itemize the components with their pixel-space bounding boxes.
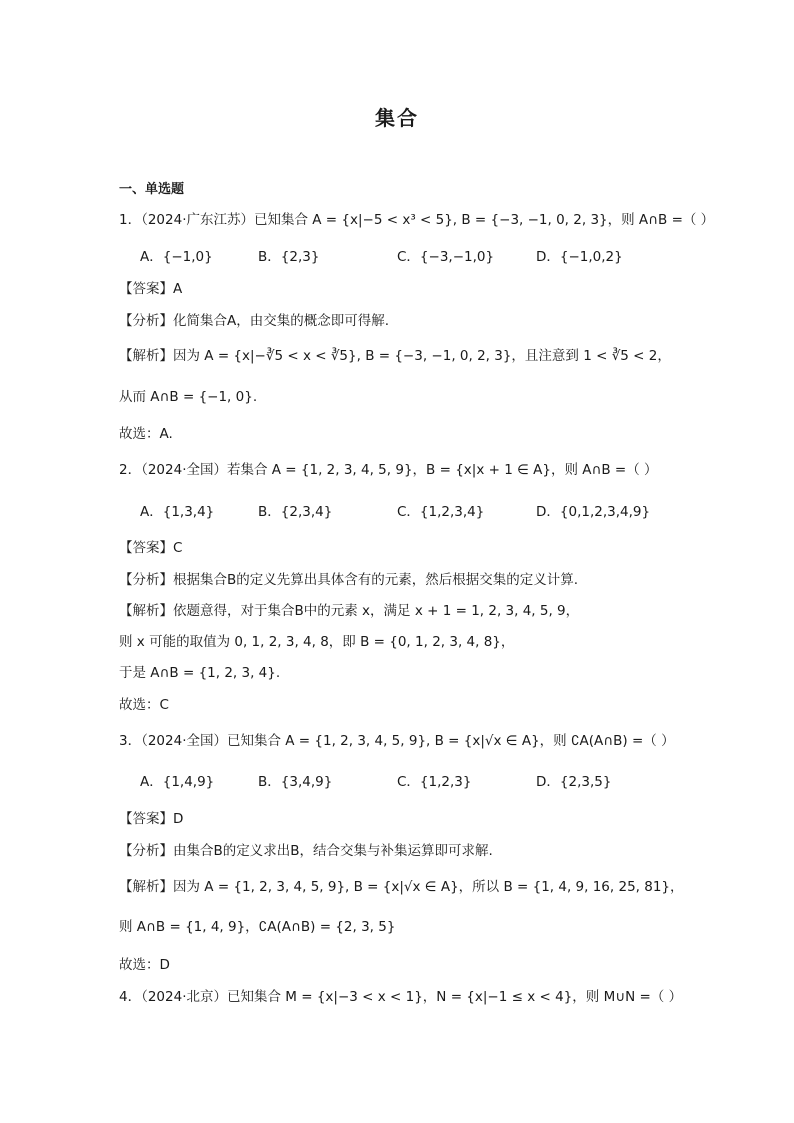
q2-answer: 【答案】C [119,540,183,556]
q1-answer: 【答案】A [119,281,183,297]
q1-option-c: C．{−3,−1,0} [397,249,495,265]
q1-analysis: 【分析】化简集合A，由交集的概念即可得解. [119,313,390,329]
q2-option-b: B．{2,3,4} [258,504,333,520]
q2-option-d: D．{0,1,2,3,4,9} [536,504,651,520]
question-1-stem: 1．（2024·广东江苏）已知集合 A = {x|−5 < x³ < 5}, B = {−3, −1, 0, 2, 3}，则 A∩B =（ ） [119,212,715,228]
q3-option-b: B．{3,4,9} [258,774,333,790]
q3-choice: 故选：D [119,957,170,973]
question-2-stem: 2．（2024·全国）若集合 A = {1, 2, 3, 4, 5, 9}，B = {x|x + 1 ∈ A}，则 A∩B =（ ） [119,462,658,478]
q1-option-b: B．{2,3} [258,249,320,265]
question-4-stem: 4．（2024·北京）已知集合 M = {x|−3 < x < 1}，N = {x|−1 ≤ x < 4}，则 M∪N =（ ） [119,989,683,1005]
q3-option-c: C．{1,2,3} [397,774,472,790]
q1-solution-line-2: 从而 A∩B = {−1, 0}. [119,389,258,405]
q1-option-d: D．{−1,0,2} [536,249,623,265]
q2-solution-line-3: 于是 A∩B = {1, 2, 3, 4}. [119,665,281,681]
q2-solution-line-1: 【解析】依题意得，对于集合B中的元素 x，满足 x + 1 = 1, 2, 3, 4, 5, 9， [119,603,580,619]
q1-choice: 故选：A. [119,426,173,442]
q2-solution-line-2: 则 x 可能的取值为 0, 1, 2, 3, 4, 8，即 B = {0, 1, 2, 3, 4, 8}， [119,634,515,650]
q1-solution-line-1: 【解析】因为 A = {x|−∛5 < x < ∛5}, B = {−3, −1, 0, 2, 3}，且注意到 1 < ∛5 < 2， [119,348,671,364]
q2-option-c: C．{1,2,3,4} [397,504,485,520]
q3-solution-line-2: 则 A∩B = {1, 4, 9}，∁A(A∩B) = {2, 3, 5} [119,919,396,935]
page-title: 集合 [375,106,419,130]
q3-analysis: 【分析】由集合B的定义求出B，结合交集与补集运算即可求解. [119,843,493,859]
q3-answer: 【答案】D [119,811,184,827]
question-3-stem: 3．（2024·全国）已知集合 A = {1, 2, 3, 4, 5, 9}, B = {x|√x ∈ A}，则 ∁A(A∩B) =（ ） [119,733,675,749]
q1-option-a: A．{−1,0} [140,249,213,265]
q3-option-d: D．{2,3,5} [536,774,612,790]
q2-choice: 故选：C [119,697,169,713]
q3-option-a: A．{1,4,9} [140,774,215,790]
q3-solution-line-1: 【解析】因为 A = {1, 2, 3, 4, 5, 9}, B = {x|√x ∈ A}，所以 B = {1, 4, 9, 16, 25, 81}， [119,879,684,895]
section-heading: 一、单选题 [119,182,185,197]
q2-option-a: A．{1,3,4} [140,504,215,520]
q2-analysis: 【分析】根据集合B的定义先算出具体含有的元素，然后根据交集的定义计算. [119,572,579,588]
